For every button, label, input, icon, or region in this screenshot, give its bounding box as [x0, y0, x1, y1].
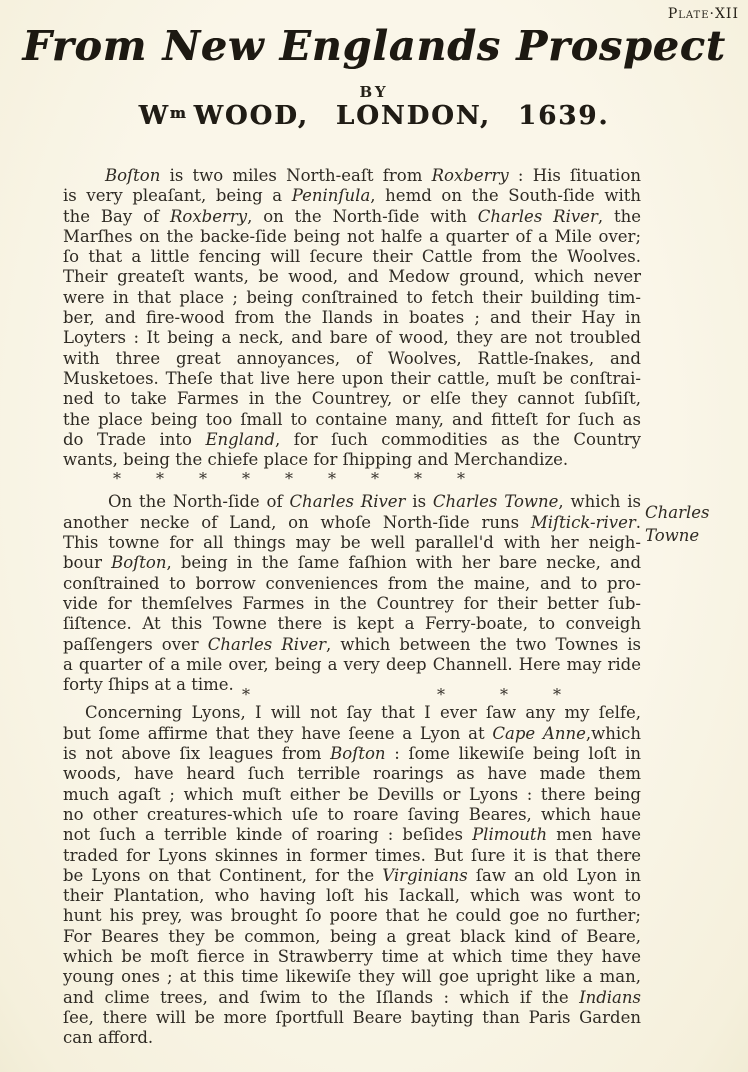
asterisk-glyph: * [457, 469, 465, 489]
paragraph-host-1 [63, 166, 641, 470]
text-line: vide for themſelves Farmes in the Countrey for their better ſub- [63, 593, 641, 613]
text-line: bour Boſton, being in the ſame faſhion with her bare necke, and [63, 553, 642, 573]
text-line: not ſuch a terrible kinde of roaring : beſides Plimouth men have [63, 825, 642, 845]
text-line: do Trade into England, for ſuch commodities as the Country [63, 429, 641, 449]
text-line: traded for Lyons skinnes in former times. But ſure it is that there [63, 845, 641, 865]
text-line: is not above ſix leagues from Boſton : ſome likewiſe being loſt in [63, 744, 641, 764]
text-line: which be moſt fierce in Strawberry time at which time they have [63, 946, 641, 966]
text-line: no other creatures-which uſe to roare ſaving Beares, which haue [63, 804, 641, 824]
text-line: the Bay of Roxberry, on the North-ſide with Charles River, the [63, 206, 641, 226]
asterisk-glyph: * [285, 469, 293, 489]
page-title: From New Englands Prospect [22, 22, 726, 70]
text-line: be Lyons on that Continent, for the Virginians ſaw an old Lyon in [63, 865, 642, 885]
text-line: For Beares they be common, being a great black kind of Beare, [63, 926, 641, 946]
text-line: ſee, there will be more ſportfull Beare bayting than Paris Garden [63, 1007, 641, 1027]
text-line: ſiſtence. At this Towne there is kept a Ferry-boate, to conveigh [63, 614, 641, 634]
text-line: conſtrained to borrow conveniences from the maine, and to pro- [63, 573, 641, 593]
text-line: Loyters : It being a neck, and bare of wood, they are not troubled [63, 328, 641, 348]
paragraph-host-3 [63, 703, 641, 1048]
text-line: much agaſt ; which muſt either be Devills or Lyons : there being [63, 784, 641, 804]
text-line: were in that place ; being conſtrained to fetch their building tim- [63, 287, 641, 307]
text-line: wants, being the chiefe place for ſhipping and Merchandize. [63, 450, 569, 470]
asterisk-glyph: * [371, 469, 379, 489]
body-text [63, 166, 641, 1048]
text-line: On the North-ſide of Charles River is Charles Towne, which is [108, 492, 642, 512]
text-line: and clime trees, and ſwim to the Iſlands : which if the Indians [63, 987, 641, 1007]
asterisk-separator-2 [63, 685, 641, 703]
plate-label: Plate·XII [667, 6, 739, 22]
text-line: another necke of Land, on whoſe North-ſide runs Miſtick-river. [63, 512, 641, 532]
text-line: hunt his prey, was brought ſo poore that he could goe no further; [63, 906, 641, 926]
text-line: paſſengers over Charles River, which between the two Townes is [63, 634, 641, 654]
text-line: forty ſhips at a time. [63, 675, 234, 695]
text-line: is very pleaſant, being a Peninſula, hemd on the South-ſide with [63, 186, 641, 206]
asterisk-glyph: * [156, 469, 164, 489]
author-line [0, 101, 748, 131]
byline: BY [359, 83, 389, 101]
asterisk-glyph: * [414, 469, 422, 489]
margin-note-line-2: Towne [645, 526, 700, 545]
text-line: ber, and fire-wood from the Ilands in boates ; and their Hay in [63, 308, 641, 328]
asterisk-glyph: * [328, 469, 336, 489]
text-line: This towne for all things may be well parallel'd with her neigh- [63, 533, 641, 553]
margin-note-charles-towne [645, 501, 745, 547]
text-line: ned to take Farmes in the Countrey, or elſe they cannot ſubſiſt, [63, 389, 641, 409]
text-line: with three great annoyances, of Woolves, Rattle-ſnakes, and [63, 348, 641, 368]
text-line: Boſton is two miles North-eaſt from Roxberry : His ſituation [105, 166, 642, 185]
text-line: Their greateſt wants, be wood, and Medow ground, which never [63, 267, 641, 287]
author-rest: WOOD, LONDON, 1639. [193, 101, 610, 131]
text-line: can afford. [63, 1028, 154, 1048]
author-initial: W [138, 101, 170, 131]
asterisk-glyph: * [553, 685, 561, 705]
author-superscript-m: m [169, 104, 186, 122]
text-line: Marſhes on the backe-ſide being not halfe a quarter of a Mile over; [63, 226, 641, 246]
text-line: a quarter of a mile over, being a very deep Channell. Here may ride [63, 654, 641, 674]
text-line: ſo that a little fencing will ſecure their Cattle from the Woolves. [63, 247, 641, 267]
text-line: young ones ; at this time likewiſe they will goe upright like a man, [63, 967, 641, 987]
asterisk-glyph: * [500, 685, 508, 705]
margin-note-line-1: Charles [645, 503, 710, 522]
text-line: Musketoes. Theſe that live here upon their cattle, muſt be conſtrai- [63, 368, 641, 388]
text-line: their Plantation, who having loſt his Iackall, which was wont to [63, 886, 641, 906]
paragraph-host-2 [63, 492, 641, 695]
asterisk-glyph: * [437, 685, 445, 705]
asterisk-glyph: * [199, 469, 207, 489]
text-line: but ſome affirme that they have ſeene a Lyon at Cape Anne,which [63, 723, 642, 743]
asterisk-glyph: * [113, 469, 121, 489]
asterisk-separator-1 [113, 469, 465, 489]
text-line: the place being too ſmall to containe many, and fitteſt for ſuch as [63, 409, 641, 429]
asterisk-glyph: * [242, 685, 250, 705]
text-line: Concerning Lyons, I will not ſay that I ever ſaw any my ſelfe, [85, 703, 641, 723]
asterisk-glyph: * [242, 469, 250, 489]
text-line: woods, have heard ſuch terrible roarings as have made them [63, 764, 641, 784]
